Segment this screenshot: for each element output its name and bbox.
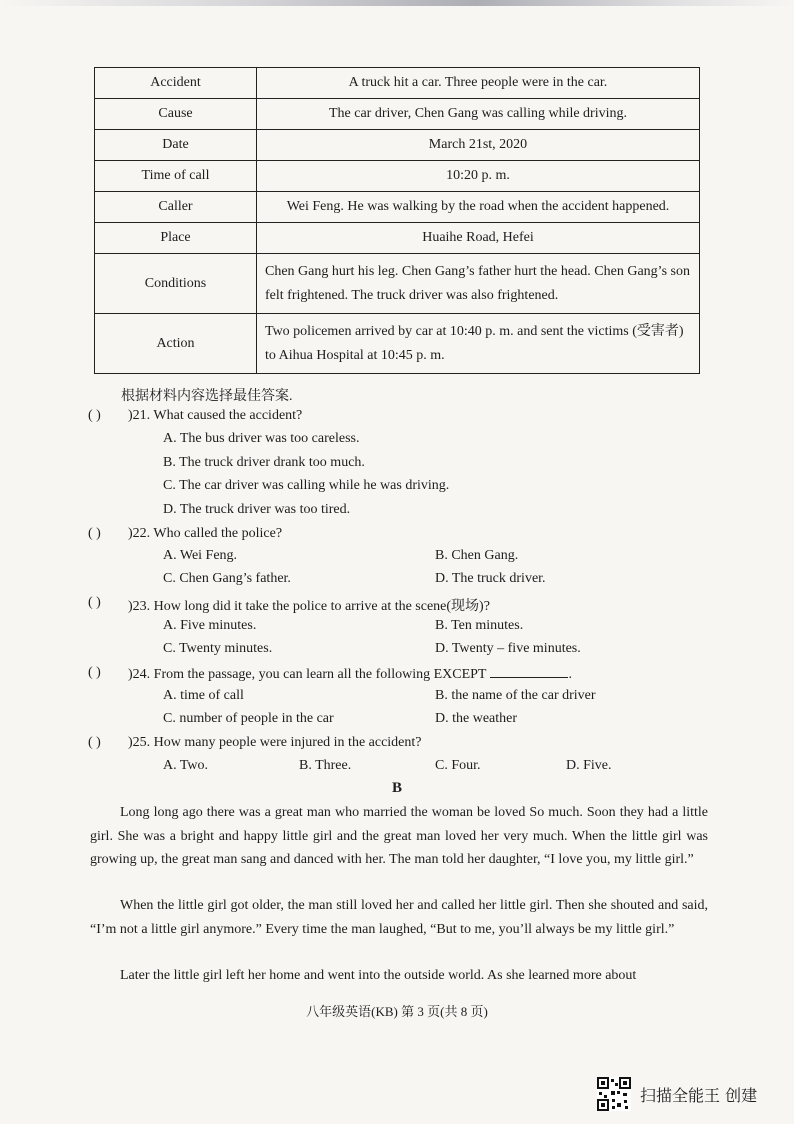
row-label: Date [95,130,257,161]
question-22: )22. Who called the police? [128,526,283,541]
question-23: )23. How long did it take the police to arrive at the scene(现场)? [128,599,490,614]
passage-paragraph: When the little girl got older, the man still loved her and called her little girl. Then she shouted and said, “I’m not a little girl anymore.” Every time the man laughed, “But to me, you’ll always be my little girl.” [90,898,708,937]
question-24: )24. From the passage, you can learn all the following EXCEPT . [128,667,572,682]
answer-paren: ( ) [88,735,101,750]
option: B. Ten minutes. [435,618,524,633]
option: B. Three. [299,758,352,773]
option: C. Twenty minutes. [163,641,273,656]
accident-info-table [94,67,700,374]
option: A. Two. [163,758,209,773]
answer-paren: ( ) [88,526,101,541]
option: A. Wei Feng. [163,548,238,563]
passage-paragraph: Long long ago there was a great man who married the woman be loved So much. Soon they had a little girl. She was a bright and happy little girl and the great man loved her very much. When the little girl was growing up, the great man sang and danced with her. The man told her daughter, “I love you, my little girl.” [90,805,708,867]
table-row [95,130,700,161]
table-row [95,314,700,374]
scanner-watermark: 扫描全能王 创建 [640,1086,758,1105]
qr-code-icon [597,1077,631,1111]
option: C. number of people in the car [163,711,334,726]
page-footer: 八年级英语(KB) 第 3 页(共 8 页) [306,1004,488,1019]
scan-top-band [0,0,794,6]
row-label: Conditions [95,254,257,314]
option: D. Five. [566,758,612,773]
table-row [95,161,700,192]
question-25: )25. How many people were injured in the accident? [128,735,422,750]
table-row [95,99,700,130]
option: D. The truck driver was too tired. [163,502,351,517]
option: D. the weather [435,711,518,726]
row-label: Place [95,223,257,254]
option: C. The car driver was calling while he was driving. [163,478,450,493]
option: A. Five minutes. [163,618,257,633]
row-value: 10:20 p. m. [257,161,700,192]
row-label: Time of call [95,161,257,192]
row-value: Two policemen arrived by car at 10:40 p. m. and sent the victims (受害者) to Aihua Hospital at 10:45 p. m. [257,314,700,374]
row-label: Action [95,314,257,374]
fill-blank [490,665,568,678]
row-value: Chen Gang hurt his leg. Chen Gang’s father hurt the head. Chen Gang’s son felt frightened. The truck driver was also frightened. [257,254,700,314]
option: B. Chen Gang. [435,548,519,563]
row-value: Huaihe Road, Hefei [257,223,700,254]
instruction: 根据材料内容选择最佳答案. [121,389,293,404]
row-value: A truck hit a car. Three people were in the car. [257,68,700,99]
option: A. The bus driver was too careless. [163,431,360,446]
table-row [95,223,700,254]
option: B. the name of the car driver [435,688,596,703]
row-label: Cause [95,99,257,130]
option: C. Four. [435,758,481,773]
answer-paren: ( ) [88,595,101,610]
row-value: March 21st, 2020 [257,130,700,161]
option: C. Chen Gang’s father. [163,571,291,586]
row-value: Wei Feng. He was walking by the road when the accident happened. [257,192,700,223]
question-21: )21. What caused the accident? [128,408,303,423]
answer-paren: ( ) [88,665,101,680]
table-row [95,192,700,223]
section-heading: B [391,780,402,796]
passage-paragraph: Later the little girl left her home and went into the outside world. As she learned more about [120,968,637,983]
table-row [95,254,700,314]
row-value: The car driver, Chen Gang was calling while driving. [257,99,700,130]
table-row [95,68,700,99]
answer-paren: ( ) [88,408,101,423]
row-label: Accident [95,68,257,99]
option: D. Twenty – five minutes. [435,641,581,656]
row-label: Caller [95,192,257,223]
option: A. time of call [163,688,244,703]
option: D. The truck driver. [435,571,546,586]
question-24-text: )24. From the passage, you can learn all the following EXCEPT [128,667,487,682]
option: B. The truck driver drank too much. [163,455,365,470]
